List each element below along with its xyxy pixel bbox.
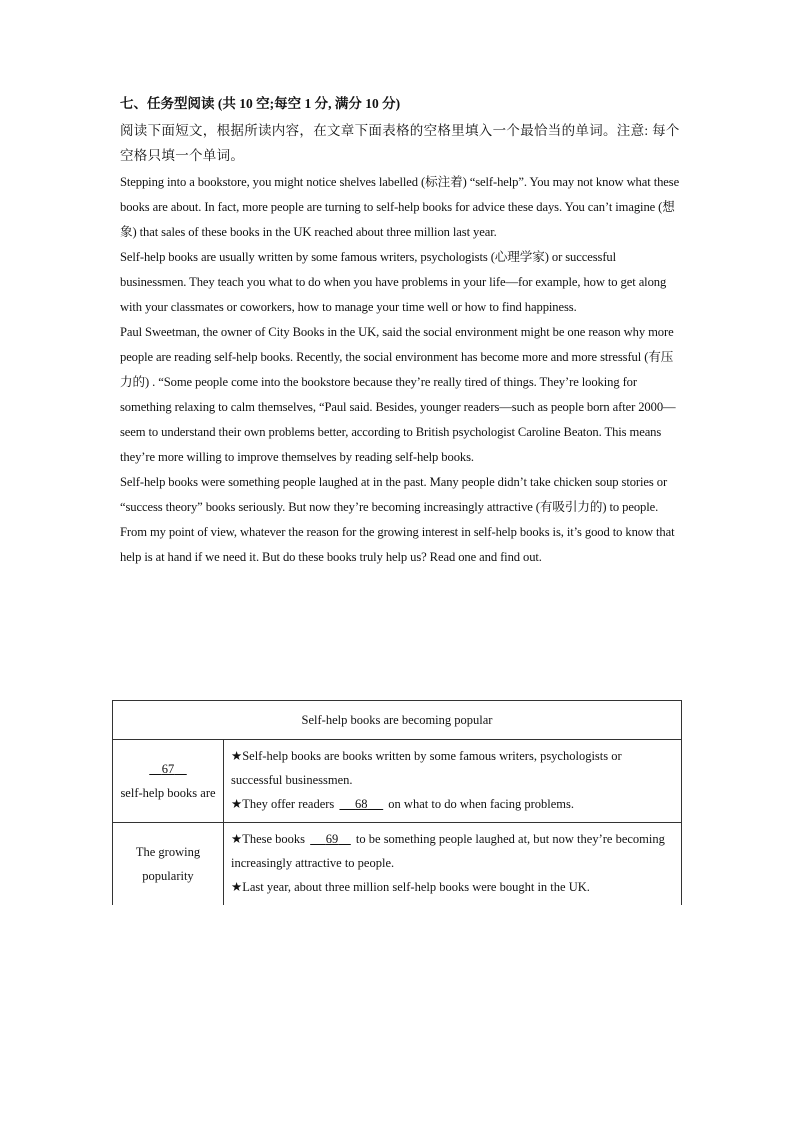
row-label-cell	[113, 740, 224, 823]
answer-blank-67[interactable]: 67	[161, 762, 175, 776]
section-heading: 七、任务型阅读 (共 10 空;每空 1 分, 满分 10 分)	[120, 96, 401, 111]
row-content-cell	[224, 740, 682, 823]
task-table	[112, 700, 682, 905]
passage-paragraph-3: Paul Sweetman, the owner of City Books in the UK, said the social environment might be one reason why more people are reading self-help books. Recently, the social environment has become more and more stressful (有压力的) . “Some people come into the bookstore because they’re really tired of things. They’re looking for something relaxing to calm themselves, “Paul said. Besides, younger readers—such as people born after 2000—seem to understand their own problems better, according to British psychologist Caroline Beaton. This means they’re more willing to improve themselves by reading self-help books.	[120, 325, 676, 464]
content-line: ★Last year, about three million self-help books were bought in the UK.	[231, 880, 590, 894]
content-line: ★They offer readers 68 on what to do when facing problems.	[231, 792, 675, 816]
section-instructions: 阅读下面短文，根据所读内容，在文章下面表格的空格里填入一个最恰当的单词。注意: 每个空格只填一个单词。	[120, 123, 680, 163]
passage-paragraph-1: Stepping into a bookstore, you might notice shelves labelled (标注着) “self-help”. You may not know what these books are about. In fact, more people are turning to self-help books for advice these days. You can’t imagine (想象) that sales of these books in the UK reached about three million last year.	[120, 175, 680, 239]
content-line: ★These books 69 to be something people laughed at, but now they’re becoming increasingly attractive to people.	[231, 827, 675, 875]
table-row	[113, 740, 682, 823]
row-label-cell	[113, 823, 224, 906]
answer-blank-68[interactable]: 68	[355, 797, 368, 811]
answer-blank-69[interactable]: 69	[325, 832, 339, 846]
document-page	[120, 94, 680, 570]
table-row	[113, 823, 682, 906]
row-label-text: The growing popularity	[135, 845, 201, 883]
row-label-text: self-help books are	[120, 786, 216, 800]
row-content-cell	[224, 823, 682, 906]
passage-paragraph-2: Self-help books are usually written by some famous writers, psychologists (心理学家) or successful businessmen. They teach you what to do when you have problems in your life—for example, how to get along with your classmates or coworkers, how to manage your time well or how to find happiness.	[120, 250, 667, 314]
passage-paragraph-5: From my point of view, whatever the reason for the growing interest in self-help books is, it’s good to know that help is at hand if we need it. But do these books truly help us? Read one and find out.	[120, 525, 675, 564]
table-title: Self-help books are becoming popular	[113, 701, 682, 740]
passage-paragraph-4: Self-help books were something people laughed at in the past. Many people didn’t take chicken soup stories or “success theory” books seriously. But now they’re becoming increasingly attractive (有吸引力的) to people.	[120, 475, 668, 514]
content-line: ★Self-help books are books written by some famous writers, psychologists or successful businessmen.	[231, 749, 622, 787]
